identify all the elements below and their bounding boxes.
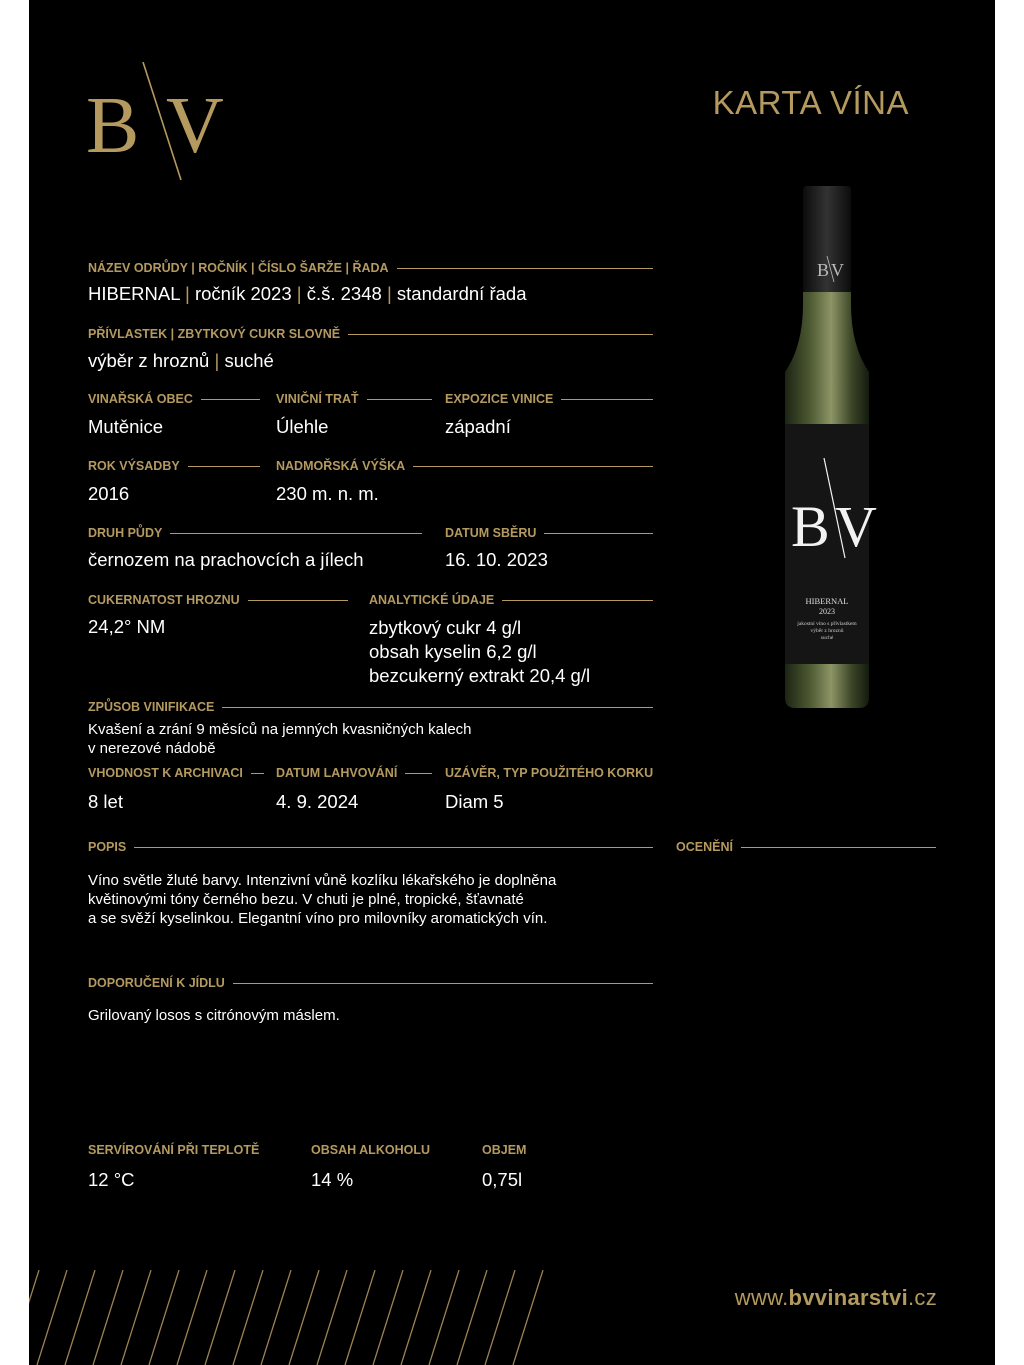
description-text: Víno světle žluté barvy. Intenzivní vůně kozlíku lékařského je doplněna květinovými tóny černého bezu. V chuti je plné, tropické, šťavnaté a se svěží kyselinkou. Elegantní víno pro milovníky aromatických vín. (88, 872, 557, 927)
vinification-label: ZPŮSOB VINIFIKACE (88, 700, 653, 714)
decorative-stripes (29, 1270, 549, 1365)
bottling-value: 4. 9. 2024 (276, 791, 359, 812)
soil-label: DRUH PŮDY (88, 526, 422, 540)
closure-label: UZÁVĚR, TYP POUŽITÉHO KORKU (445, 766, 654, 780)
sugar-content-value: 24,2° NM (88, 616, 166, 637)
svg-text:V: V (835, 494, 877, 559)
volume-value: 0,75l (482, 1169, 523, 1190)
variety-value: HIBERNAL | ročník 2023 | č.š. 2348 | standardní řada (88, 283, 527, 304)
pairing-text: Grilovaný losos s citrónovým máslem. (88, 1007, 340, 1024)
alcohol-label: OBSAH ALKOHOLU (311, 1143, 430, 1157)
exposure-value: západní (445, 416, 511, 437)
attribute-label: PŘÍVLASTEK | ZBYTKOVÝ CUKR SLOVNĚ (88, 327, 653, 341)
planting-year-value: 2016 (88, 483, 130, 504)
sugar-content-label: CUKERNATOST HROZNU (88, 593, 348, 607)
temperature-label: SERVÍROVÁNÍ PŘI TEPLOTĚ (88, 1143, 260, 1157)
bottle-label-line3: suché (820, 635, 834, 641)
altitude-label: NADMOŘSKÁ VÝŠKA (276, 459, 653, 473)
altitude-value: 230 m. n. m. (276, 483, 379, 504)
attribute-value: výběr z hroznů | suché (88, 350, 274, 371)
municipality-label: VINAŘSKÁ OBEC (88, 392, 260, 406)
vinification-text: Kvašení a zrání 9 měsíců na jemných kvasničných kalech v nerezové nádobě (88, 721, 472, 757)
bottle-label-name: HIBERNAL (805, 596, 849, 606)
svg-text:B: B (817, 260, 830, 280)
svg-text:V: V (831, 260, 844, 280)
analytics-line: obsah kyselin 6,2 g/l (369, 641, 537, 662)
bv-logo (86, 62, 236, 182)
municipality-value: Mutěnice (88, 416, 164, 437)
archive-value: 8 let (88, 791, 123, 812)
analytics-values (369, 616, 590, 688)
planting-year-label: ROK VÝSADBY (88, 459, 260, 473)
variety-label: NÁZEV ODRŮDY | ROČNÍK | ČÍSLO ŠARŽE | ŘADA (88, 261, 653, 275)
bottle-label-line2: výběr z hroznů (810, 628, 844, 634)
svg-text:V: V (166, 82, 224, 170)
exposure-label: EXPOZICE VINICE (445, 392, 653, 406)
harvest-label: DATUM SBĚRU (445, 526, 653, 540)
alcohol-value: 14 % (311, 1169, 354, 1190)
bottle-label-year: 2023 (819, 607, 835, 616)
archive-label: VHODNOST K ARCHIVACI (88, 766, 264, 780)
temperature-value: 12 °C (88, 1169, 135, 1190)
vineyard-label: VINIČNÍ TRAŤ (276, 392, 432, 406)
pairing-label: DOPORUČENÍ K JÍDLU (88, 976, 653, 990)
volume-label: OBJEM (482, 1143, 527, 1157)
bottle-label-line1: jakostní víno s přívlastkem (797, 621, 857, 627)
wine-card (29, 0, 995, 1365)
svg-text:B: B (86, 82, 140, 170)
closure-value: Diam 5 (445, 791, 504, 812)
analytics-label: ANALYTICKÉ ÚDAJE (369, 593, 653, 607)
wine-bottle-image (747, 186, 897, 716)
vineyard-value: Úlehle (276, 416, 329, 437)
analytics-line: zbytkový cukr 4 g/l (369, 617, 522, 638)
harvest-value: 16. 10. 2023 (445, 549, 548, 570)
analytics-line: bezcukerný extrakt 20,4 g/l (369, 665, 591, 686)
svg-text:B: B (791, 494, 830, 559)
description-label: POPIS (88, 840, 653, 854)
soil-value: černozem na prachovcích a jílech (88, 549, 364, 570)
bottling-label: DATUM LAHVOVÁNÍ (276, 766, 432, 780)
awards-label: OCENĚNÍ (676, 840, 936, 854)
page-title: KARTA VÍNA (712, 84, 909, 121)
website-link[interactable]: www.bvvinarstvi.cz (734, 1285, 937, 1310)
